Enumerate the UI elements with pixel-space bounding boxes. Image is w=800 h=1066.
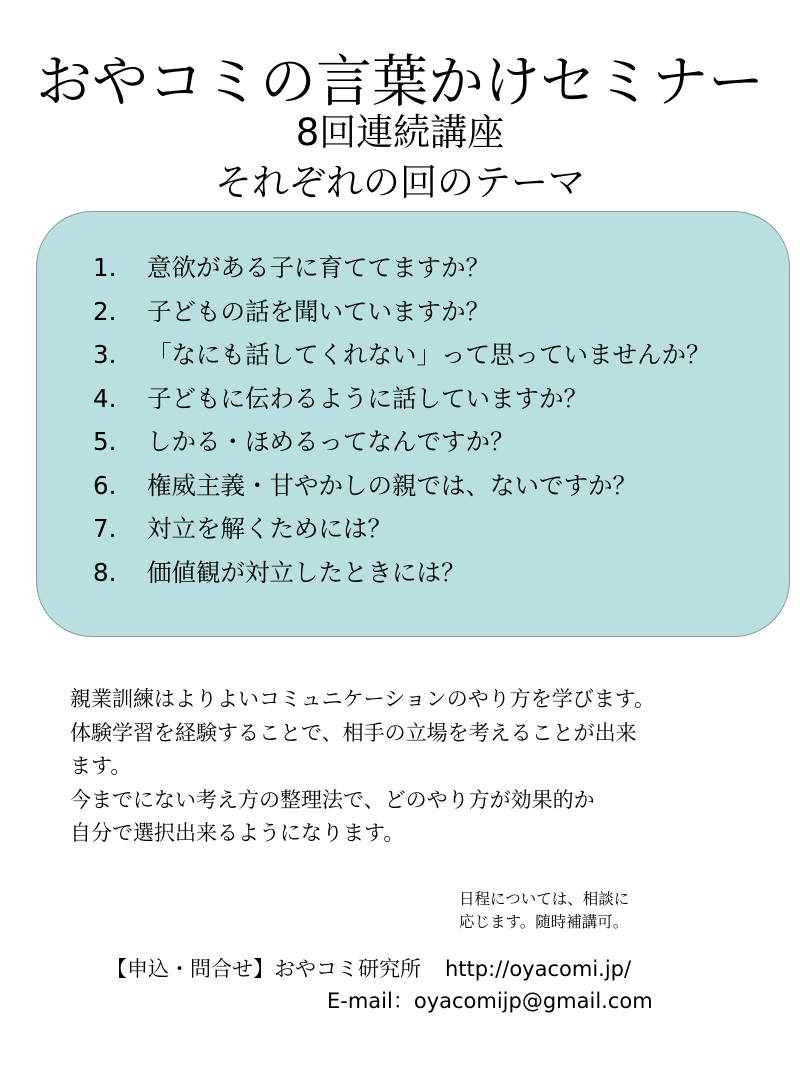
theme-number: 4. (93, 383, 117, 413)
email-label: E-mail： (327, 989, 414, 1013)
description-line: ます。 (70, 754, 132, 778)
course-subtitle: 8回連続講座 (295, 111, 505, 154)
schedule-note-line: 日程については、相談に (459, 890, 630, 908)
description-line: 自分で選択出来るようになります。 (70, 821, 405, 845)
theme-text: 価値観が対立したときには？ (147, 557, 466, 587)
email-line (327, 986, 653, 1016)
contact-line (106, 954, 631, 984)
theme-number: 1. (93, 253, 117, 282)
theme-text: しかる・ほめるってなんですか？ (147, 427, 515, 456)
email-link[interactable]: oyacomijp@gmail.com (413, 989, 653, 1013)
theme-item (93, 551, 711, 595)
theme-text: 子どもの話を聞いていますか？ (147, 296, 490, 326)
theme-number: 8. (93, 557, 117, 587)
theme-number: 7. (93, 514, 117, 543)
description-line: 今までにない考え方の整理法で、どのやり方が効果的か (70, 787, 595, 812)
theme-item (93, 507, 711, 551)
theme-text: 権威主義・甘やかしの親では、ないですか？ (147, 470, 637, 500)
description-line: 体験学習を経験することで、相手の立場を考えることが出来 (70, 720, 637, 745)
website-link[interactable]: http://oyacomi.jp/ (445, 957, 632, 981)
theme-number: 3. (93, 340, 117, 369)
theme-item (93, 246, 711, 290)
theme-number: 6. (93, 470, 117, 500)
description-paragraph (70, 683, 770, 851)
theme-number: 2. (93, 296, 117, 326)
theme-text: 対立を解くためには？ (147, 514, 392, 543)
theme-item (93, 290, 711, 334)
theme-number: 5. (93, 427, 117, 456)
themes-heading: それぞれの回のテーマ (215, 161, 585, 204)
theme-item (93, 420, 711, 464)
theme-text: 意欲がある子に育ててますか？ (147, 253, 490, 282)
theme-text: 「なにも話してくれない」って思っていませんか？ (147, 340, 711, 369)
page-title: おやコミの言葉かけセミナー (36, 50, 764, 115)
organization-name: おやコミ研究所 (274, 957, 421, 981)
theme-item (93, 464, 711, 508)
theme-item (93, 377, 711, 421)
themes-box (36, 211, 790, 637)
schedule-note (459, 888, 629, 934)
contact-label: 【申込・問合せ】 (106, 957, 274, 981)
schedule-note-line: 応じます。随時補講可。 (459, 913, 629, 931)
theme-text: 子どもに伝わるように話していますか？ (147, 383, 588, 413)
description-line: 親業訓練はよりよいコミュニケーションのやり方を学びます。 (70, 687, 656, 711)
theme-item (93, 333, 711, 377)
themes-list (93, 246, 711, 594)
